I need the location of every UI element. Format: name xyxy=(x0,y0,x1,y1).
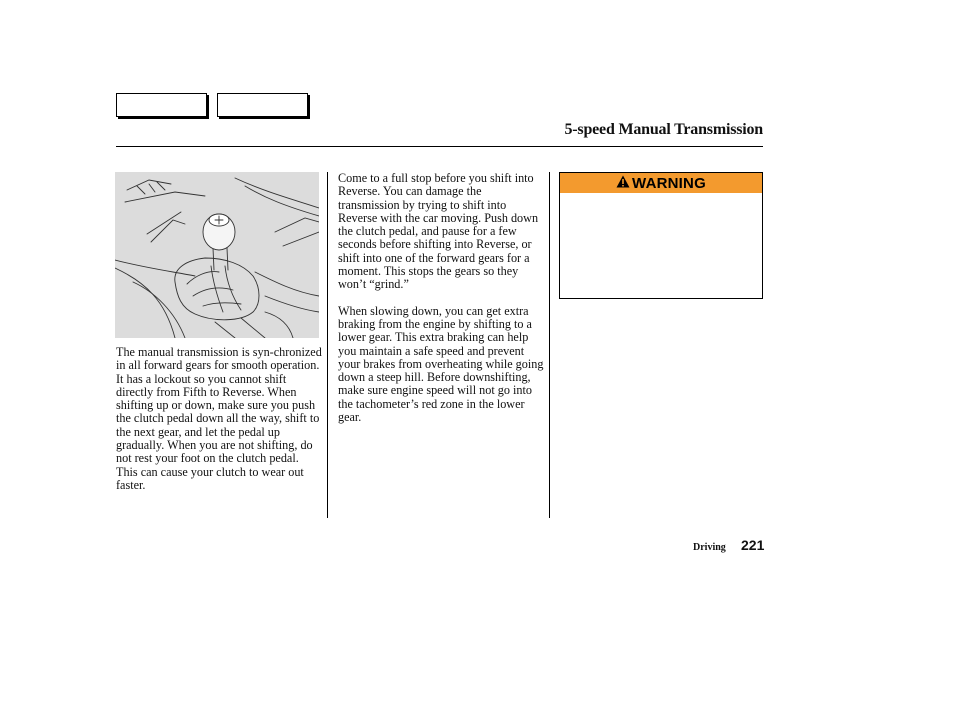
body-text-column-1: The manual transmission is syn-chronized in all forward gears for smooth operation. It has a lockout so you cannot shift directly from Fifth to Reverse. When shifting up or down, make sure you push the clutch pedal down all the way, shift to the next gear, and let the pedal up gradually. When you are not shifting, do not rest your foot on the clutch pedal. This can cause your clutch to wear out faster. xyxy=(116,345,322,492)
column-divider xyxy=(549,172,550,518)
paragraph-reverse: Come to a full stop before you shift into Reverse. You can damage the transmission by trying to shift into Reverse with the car moving. Push down the clutch pedal, and pause for a few seconds before shifting into Reverse, or shift into one of the forward gears for a moment. This stops the gears so they won’t “grind.” xyxy=(338,171,539,292)
footer-section-name: Driving xyxy=(693,542,726,553)
gear-shifter-illustration xyxy=(115,172,319,338)
warning-triangle-icon xyxy=(616,175,630,192)
page-title: 5-speed Manual Transmission xyxy=(564,121,763,138)
warning-box xyxy=(559,172,763,299)
body-text-column-2 xyxy=(338,172,544,437)
page-number: 221 xyxy=(741,537,765,553)
warning-label: WARNING xyxy=(632,174,706,192)
title-divider xyxy=(116,146,763,147)
column-divider xyxy=(327,172,328,518)
warning-header xyxy=(560,173,762,193)
paragraph-downshift: When slowing down, you can get extra braking from the engine by shifting to a lower gear. This extra braking can help you maintain a safe speed and prevent your brakes from overheating while going down a steep hill. Before downshifting, make sure engine speed will not go into the tachometer’s red zone in the lower gear. xyxy=(338,303,544,425)
nav-button-next[interactable] xyxy=(217,93,308,117)
nav-button-previous[interactable] xyxy=(116,93,207,117)
